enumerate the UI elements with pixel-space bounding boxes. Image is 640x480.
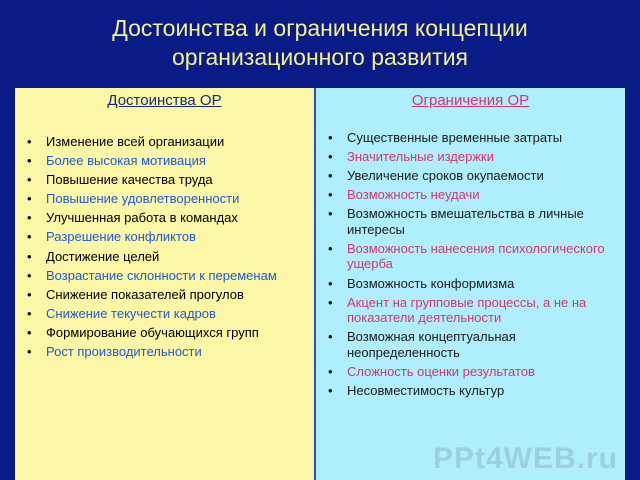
bullet-icon: • bbox=[27, 248, 32, 264]
list-item bbox=[15, 344, 314, 360]
list-item bbox=[15, 153, 314, 169]
list-item bbox=[316, 206, 625, 237]
watermark: PPt4WEB.ru bbox=[432, 442, 618, 475]
list-item bbox=[316, 149, 625, 165]
list-item-text: Возможная концептуальная неопределенность bbox=[347, 329, 516, 360]
list-item-text: Изменение всей организации bbox=[46, 134, 225, 149]
bullet-icon: • bbox=[328, 294, 333, 310]
bullet-icon: • bbox=[27, 324, 32, 340]
bullet-icon: • bbox=[27, 286, 32, 302]
list-item bbox=[15, 191, 314, 207]
bullet-icon: • bbox=[27, 229, 32, 245]
list-item-text: Повышение удовлетворенности bbox=[46, 191, 240, 207]
list-item bbox=[316, 276, 625, 292]
list-item bbox=[316, 383, 625, 399]
limitations-heading: Ограничения ОР bbox=[411, 92, 530, 109]
list-item-text: Сложность оценки результатов bbox=[347, 363, 535, 379]
slide-title-line-1: Достоинства и ограничения концепции bbox=[112, 15, 528, 41]
list-item bbox=[15, 134, 314, 150]
bullet-icon: • bbox=[27, 153, 32, 169]
list-item-text: Более высокая мотивация bbox=[46, 153, 206, 169]
list-item bbox=[316, 130, 625, 146]
list-item bbox=[15, 229, 314, 245]
bullet-icon: • bbox=[328, 329, 333, 345]
bullet-icon: • bbox=[328, 149, 333, 165]
list-item-text: Существенные временные затраты bbox=[347, 130, 563, 145]
bullet-icon: • bbox=[328, 240, 333, 256]
bullet-icon: • bbox=[27, 210, 32, 226]
list-item bbox=[316, 364, 625, 380]
bullet-icon: • bbox=[328, 275, 333, 291]
bullet-icon: • bbox=[27, 344, 32, 360]
list-item bbox=[15, 325, 314, 341]
bullet-icon: • bbox=[27, 134, 32, 149]
slide-title-line-2: организационного развития bbox=[172, 44, 468, 70]
list-item bbox=[316, 187, 625, 203]
list-item-text: Значительные издержки bbox=[347, 149, 494, 165]
list-item bbox=[316, 241, 625, 272]
list-item-text: Разрешение конфликтов bbox=[46, 229, 196, 245]
list-item bbox=[15, 172, 314, 188]
limitations-panel bbox=[316, 88, 625, 480]
bullet-icon: • bbox=[328, 130, 333, 145]
limitations-list bbox=[316, 130, 625, 398]
list-item-text: Возрастание склонности к переменам bbox=[46, 267, 277, 283]
list-item-text: Достижение целей bbox=[46, 248, 160, 264]
list-item-text: Повышение качества труда bbox=[46, 172, 213, 188]
bullet-icon: • bbox=[27, 305, 32, 321]
list-item bbox=[15, 249, 314, 265]
list-item-text: Акцент на групповые процессы, а не на показатели деятельности bbox=[347, 294, 587, 326]
list-item-text: Возможность неудачи bbox=[347, 187, 480, 203]
advantages-list bbox=[15, 134, 314, 360]
list-item-text: Возможность нанесения психологического ущерба bbox=[347, 240, 605, 272]
list-item-text: Увеличение сроков окупаемости bbox=[347, 168, 544, 184]
bullet-icon: • bbox=[328, 187, 333, 203]
list-item-text: Снижение текучести кадров bbox=[46, 305, 216, 321]
list-item-text: Возможность вмешательства в личные интересы bbox=[347, 206, 584, 237]
bullet-icon: • bbox=[328, 168, 333, 184]
list-item-text: Рост производительности bbox=[46, 344, 202, 360]
list-item bbox=[15, 306, 314, 322]
bullet-icon: • bbox=[27, 172, 32, 188]
slide-title bbox=[0, 14, 640, 72]
list-item-text: Возможность конформизма bbox=[347, 275, 515, 291]
bullet-icon: • bbox=[27, 267, 32, 283]
bullet-icon: • bbox=[27, 191, 32, 207]
bullet-icon: • bbox=[328, 382, 333, 398]
list-item bbox=[15, 210, 314, 226]
list-item-text: Формирование обучающихся групп bbox=[46, 324, 259, 340]
list-item bbox=[15, 287, 314, 303]
advantages-panel bbox=[15, 88, 316, 480]
advantages-heading: Достоинства ОР bbox=[107, 92, 222, 109]
list-item bbox=[316, 168, 625, 184]
list-item bbox=[15, 268, 314, 284]
list-item-text: Снижение показателей прогулов bbox=[46, 286, 244, 302]
list-item-text: Улучшенная работа в командах bbox=[46, 210, 238, 226]
bullet-icon: • bbox=[328, 363, 333, 379]
bullet-icon: • bbox=[328, 206, 333, 222]
list-item bbox=[316, 329, 625, 360]
list-item bbox=[316, 295, 625, 326]
list-item-text: Несовместимость культур bbox=[347, 382, 505, 398]
